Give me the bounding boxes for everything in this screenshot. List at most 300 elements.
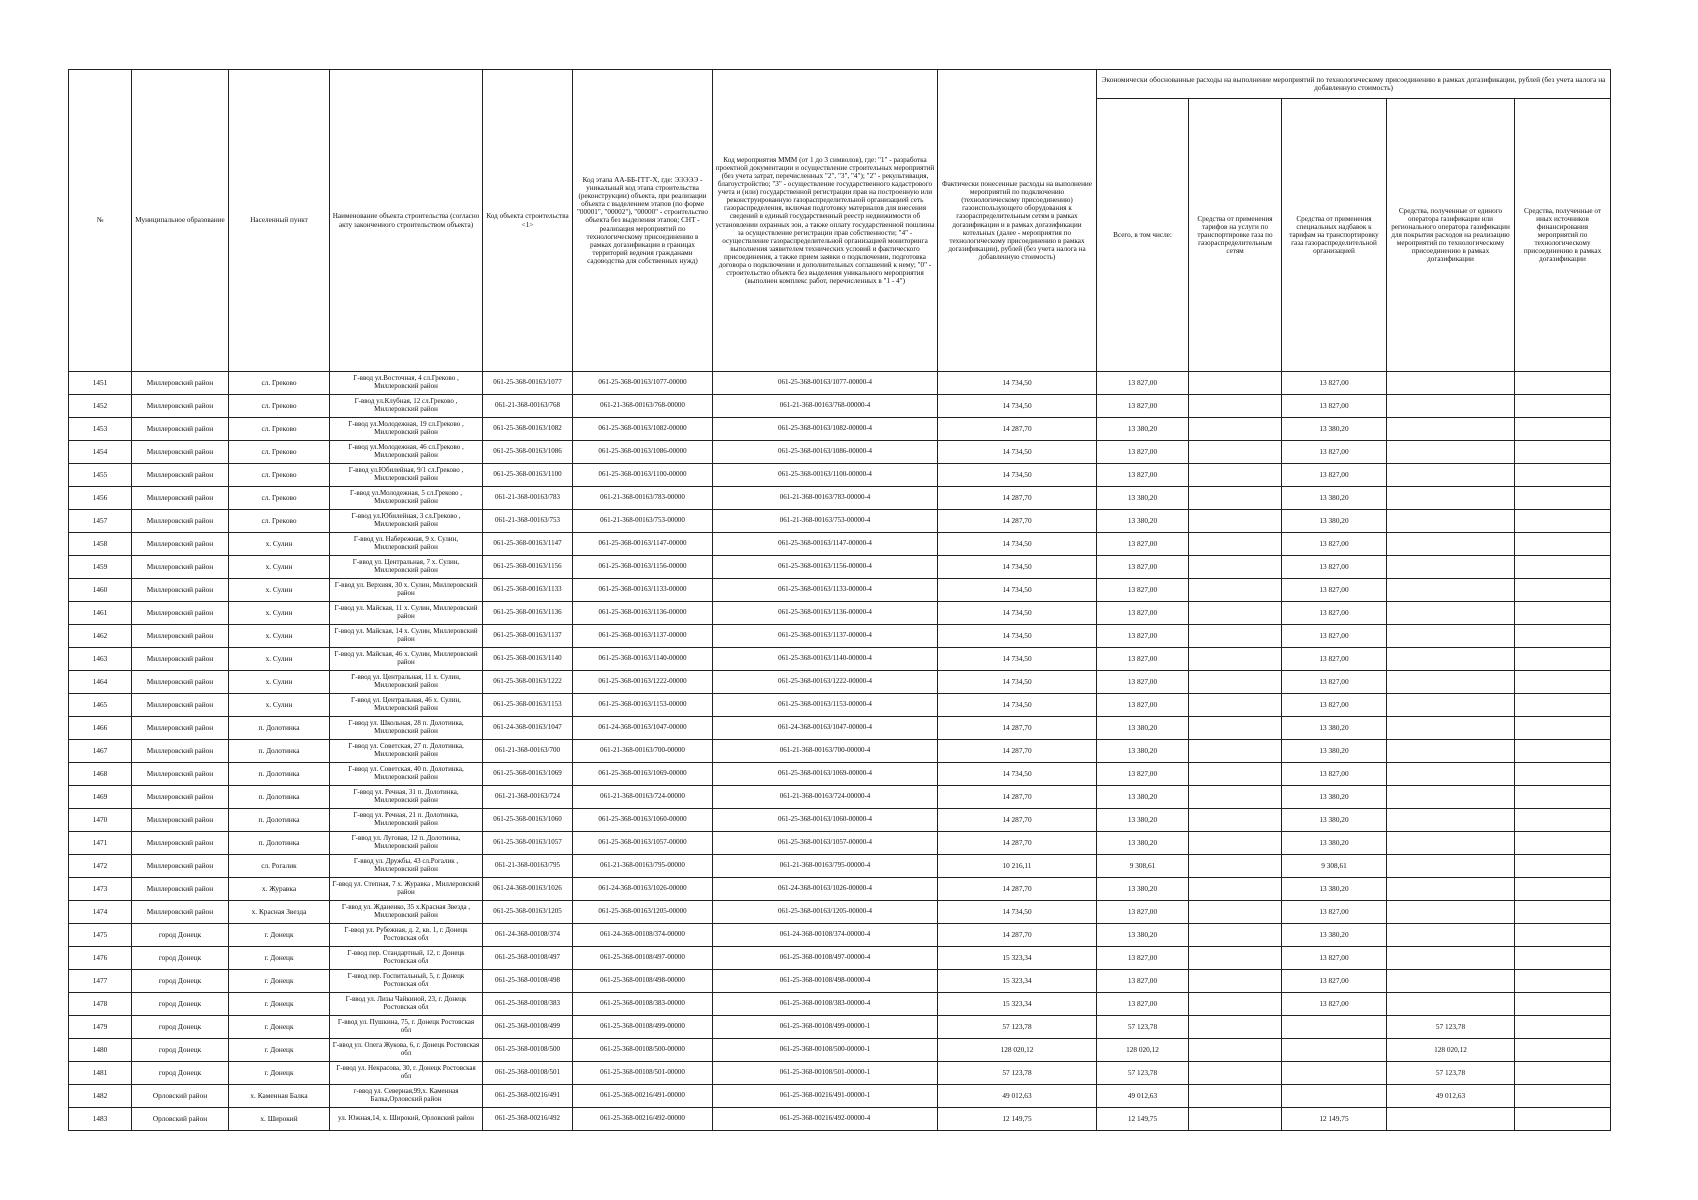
cell-other-sources: [1515, 372, 1611, 395]
cell-object-name: Г-ввод пер. Госпитальный, 5, г. Донецк Ростовская обл: [330, 970, 483, 993]
cell-municipality: Миллеровский район: [132, 372, 229, 395]
cell-tariff-transport: [1189, 1016, 1282, 1039]
cell-settlement: х. Сулин: [229, 671, 330, 694]
cell-settlement: п. Долотинка: [229, 809, 330, 832]
cell-stage-code: 061-25-368-00216/492-00000: [573, 1108, 713, 1131]
cell-single-operator: [1387, 717, 1515, 740]
cell-actual-costs: 14 287,70: [938, 740, 1097, 763]
cell-special-markup: 12 149,75: [1282, 1108, 1387, 1131]
cell-stage-code: 061-25-368-00163/1100-00000: [573, 464, 713, 487]
cell-special-markup: 13 380,20: [1282, 487, 1387, 510]
cell-stage-code: 061-25-368-00108/497-00000: [573, 947, 713, 970]
cell-stage-code: 061-25-368-00163/1205-00000: [573, 901, 713, 924]
cell-municipality: город Донецк: [132, 1062, 229, 1085]
header-stage-code: Код этапа АА-ББ-ГГГ-Х, где: ЭЭЭЭЭ - уникальный код этапа строительства (реконструкции) объекта, при реализации объекта с выделением этапов (по форме "00001", "00002"), "00000" - строительство объекта без выделения этапов; СНТ - реализация мероприятий по технологическому присоединению в рамках догазификации в границах территорий ведения гражданами садоводства для собственных нужд): [573, 70, 713, 372]
cell-stage-code: 061-21-368-00163/700-00000: [573, 740, 713, 763]
cell-event-code: 061-25-368-00163/1137-00000-4: [713, 625, 938, 648]
table-row: [69, 740, 1611, 763]
cell-single-operator: [1387, 441, 1515, 464]
cell-other-sources: [1515, 579, 1611, 602]
cell-single-operator: [1387, 1108, 1515, 1131]
cell-municipality: Миллеровский район: [132, 740, 229, 763]
cell-event-code: 061-25-368-00163/1133-00000-4: [713, 579, 938, 602]
cell-special-markup: 13 827,00: [1282, 372, 1387, 395]
cell-settlement: г. Донецк: [229, 970, 330, 993]
cell-num: 1466: [69, 717, 132, 740]
cell-municipality: Миллеровский район: [132, 395, 229, 418]
cell-municipality: Миллеровский район: [132, 625, 229, 648]
table-row: [69, 671, 1611, 694]
cell-municipality: Миллеровский район: [132, 441, 229, 464]
cell-event-code: 061-25-368-00163/1153-00000-4: [713, 694, 938, 717]
cell-other-sources: [1515, 809, 1611, 832]
cell-stage-code: 061-25-368-00108/500-00000: [573, 1039, 713, 1062]
cell-object-code: 061-25-368-00163/1222: [483, 671, 573, 694]
table-row: [69, 1085, 1611, 1108]
cell-event-code: 061-25-368-00163/1082-00000-4: [713, 418, 938, 441]
cell-actual-costs: 14 734,50: [938, 763, 1097, 786]
cell-stage-code: 061-25-368-00163/1133-00000: [573, 579, 713, 602]
cell-other-sources: [1515, 464, 1611, 487]
cell-event-code: 061-25-368-00163/1100-00000-4: [713, 464, 938, 487]
cell-settlement: х. Сулин: [229, 579, 330, 602]
cell-settlement: сл. Греково: [229, 395, 330, 418]
cell-event-code: 061-21-368-00163/783-00000-4: [713, 487, 938, 510]
cell-tariff-transport: [1189, 855, 1282, 878]
cell-actual-costs: 57 123,78: [938, 1062, 1097, 1085]
cell-object-name: Г-ввод ул. Майская, 46 х. Сулин, Миллеровский район: [330, 648, 483, 671]
cell-object-code: 061-21-368-00163/753: [483, 510, 573, 533]
cell-total: 13 827,00: [1097, 441, 1189, 464]
cell-special-markup: 13 380,20: [1282, 418, 1387, 441]
cell-total: 13 380,20: [1097, 786, 1189, 809]
cell-object-code: 061-25-368-00163/1153: [483, 694, 573, 717]
cell-special-markup: 13 380,20: [1282, 717, 1387, 740]
cell-event-code: 061-25-368-00163/1069-00000-4: [713, 763, 938, 786]
cell-total: 13 380,20: [1097, 487, 1189, 510]
cell-object-name: Г-ввод ул. Некрасова, 30, г. Донецк Ростовская обл: [330, 1062, 483, 1085]
cell-municipality: Миллеровский район: [132, 855, 229, 878]
cell-object-name: ул. Южная,14, х. Широкий, Орловский район: [330, 1108, 483, 1131]
cell-municipality: Миллеровский район: [132, 648, 229, 671]
header-group-justified-costs: Экономически обоснованные расходы на выполнение мероприятий по технологическому присоединению в рамках догазификации, рублей (без учета налога на добавленную стоимость): [1097, 70, 1611, 99]
cell-total: 49 012,63: [1097, 1085, 1189, 1108]
table-row: [69, 533, 1611, 556]
cell-municipality: Миллеровский район: [132, 579, 229, 602]
cell-other-sources: [1515, 441, 1611, 464]
cell-single-operator: [1387, 855, 1515, 878]
cell-actual-costs: 14 287,70: [938, 717, 1097, 740]
cell-actual-costs: 14 734,50: [938, 372, 1097, 395]
cell-event-code: 061-25-368-00163/1156-00000-4: [713, 556, 938, 579]
cell-stage-code: 061-21-368-00163/795-00000: [573, 855, 713, 878]
cell-object-name: Г-ввод пер. Стандартный, 12, г. Донецк Ростовская обл: [330, 947, 483, 970]
cell-stage-code: 061-21-368-00163/768-00000: [573, 395, 713, 418]
cell-special-markup: 13 827,00: [1282, 395, 1387, 418]
cell-special-markup: 13 827,00: [1282, 671, 1387, 694]
cell-tariff-transport: [1189, 648, 1282, 671]
cell-single-operator: [1387, 763, 1515, 786]
cell-num: 1471: [69, 832, 132, 855]
table-row: [69, 487, 1611, 510]
cell-num: 1472: [69, 855, 132, 878]
cell-special-markup: 13 827,00: [1282, 579, 1387, 602]
table-body: [69, 372, 1611, 1131]
cell-tariff-transport: [1189, 487, 1282, 510]
cell-actual-costs: 49 012,63: [938, 1085, 1097, 1108]
cell-object-code: 061-21-368-00163/795: [483, 855, 573, 878]
cell-single-operator: [1387, 602, 1515, 625]
cell-event-code: 061-21-368-00163/724-00000-4: [713, 786, 938, 809]
cell-tariff-transport: [1189, 924, 1282, 947]
table-row: [69, 993, 1611, 1016]
cell-other-sources: [1515, 878, 1611, 901]
table-row: [69, 717, 1611, 740]
cell-single-operator: [1387, 464, 1515, 487]
cell-total: 13 380,20: [1097, 717, 1189, 740]
cell-num: 1480: [69, 1039, 132, 1062]
cell-object-name: Г-ввод ул. Майская, 14 х. Сулин, Миллеровский район: [330, 625, 483, 648]
cell-special-markup: [1282, 1016, 1387, 1039]
cell-municipality: город Донецк: [132, 947, 229, 970]
table-row: [69, 372, 1611, 395]
cell-object-code: 061-25-368-00108/500: [483, 1039, 573, 1062]
table-row: [69, 786, 1611, 809]
cell-event-code: 061-25-368-00163/1086-00000-4: [713, 441, 938, 464]
cell-municipality: Миллеровский район: [132, 487, 229, 510]
cell-stage-code: 061-25-368-00163/1156-00000: [573, 556, 713, 579]
cell-event-code: 061-25-368-00108/501-00000-1: [713, 1062, 938, 1085]
cell-other-sources: [1515, 1039, 1611, 1062]
cell-special-markup: 13 380,20: [1282, 809, 1387, 832]
cell-single-operator: [1387, 901, 1515, 924]
cell-event-code: 061-25-368-00216/492-00000-4: [713, 1108, 938, 1131]
cell-event-code: 061-21-368-00163/768-00000-4: [713, 395, 938, 418]
header-object-code: Код объекта строительства <1>: [483, 70, 573, 372]
header-num: №: [69, 70, 132, 372]
cell-actual-costs: 10 216,11: [938, 855, 1097, 878]
cell-stage-code: 061-25-368-00163/1077-00000: [573, 372, 713, 395]
cell-actual-costs: 14 287,70: [938, 878, 1097, 901]
cell-settlement: г. Донецк: [229, 1039, 330, 1062]
cell-special-markup: 13 827,00: [1282, 533, 1387, 556]
cell-municipality: Орловский район: [132, 1085, 229, 1108]
cell-object-name: Г-ввод ул. Луговая, 12 п. Долотинка, Миллеровский район: [330, 832, 483, 855]
cell-single-operator: [1387, 694, 1515, 717]
cell-tariff-transport: [1189, 1085, 1282, 1108]
cell-other-sources: [1515, 901, 1611, 924]
table-row: [69, 464, 1611, 487]
cell-stage-code: 061-25-368-00108/383-00000: [573, 993, 713, 1016]
cell-single-operator: [1387, 786, 1515, 809]
cell-special-markup: 13 827,00: [1282, 763, 1387, 786]
cell-other-sources: [1515, 1062, 1611, 1085]
table-header: [69, 70, 1611, 372]
cell-total: 13 380,20: [1097, 878, 1189, 901]
cell-other-sources: [1515, 924, 1611, 947]
cell-num: 1460: [69, 579, 132, 602]
table-row: [69, 763, 1611, 786]
cell-total: 13 827,00: [1097, 947, 1189, 970]
table-row: [69, 1039, 1611, 1062]
cell-special-markup: 13 827,00: [1282, 694, 1387, 717]
cell-municipality: Миллеровский район: [132, 533, 229, 556]
cell-settlement: х. Сулин: [229, 648, 330, 671]
table-row: [69, 579, 1611, 602]
cell-actual-costs: 14 734,50: [938, 556, 1097, 579]
cell-single-operator: [1387, 878, 1515, 901]
cell-num: 1475: [69, 924, 132, 947]
cell-special-markup: 13 827,00: [1282, 993, 1387, 1016]
cell-num: 1470: [69, 809, 132, 832]
cell-single-operator: [1387, 395, 1515, 418]
cell-object-code: 061-25-368-00163/1069: [483, 763, 573, 786]
header-total: Всего, в том числе:: [1097, 99, 1189, 372]
cell-municipality: Миллеровский район: [132, 556, 229, 579]
cell-num: 1481: [69, 1062, 132, 1085]
cell-object-code: 061-25-368-00108/498: [483, 970, 573, 993]
cell-single-operator: [1387, 947, 1515, 970]
cell-object-code: 061-25-368-00163/1156: [483, 556, 573, 579]
cell-object-code: 061-25-368-00108/497: [483, 947, 573, 970]
cell-special-markup: [1282, 1039, 1387, 1062]
cell-special-markup: 13 827,00: [1282, 602, 1387, 625]
cell-single-operator: 128 020,12: [1387, 1039, 1515, 1062]
cell-stage-code: 061-21-368-00163/724-00000: [573, 786, 713, 809]
cell-tariff-transport: [1189, 579, 1282, 602]
cell-stage-code: 061-25-368-00108/499-00000: [573, 1016, 713, 1039]
cell-single-operator: 57 123,78: [1387, 1016, 1515, 1039]
cell-object-name: Г-ввод ул. Набережная, 9 х. Сулин, Миллеровский район: [330, 533, 483, 556]
cell-event-code: 061-25-368-00216/491-00000-1: [713, 1085, 938, 1108]
table-row: [69, 510, 1611, 533]
cell-object-name: Г-ввод ул. Дружбы, 43 сл.Рогалик , Миллеровский район: [330, 855, 483, 878]
cell-object-code: 061-25-368-00108/501: [483, 1062, 573, 1085]
cell-tariff-transport: [1189, 418, 1282, 441]
cell-other-sources: [1515, 763, 1611, 786]
cell-stage-code: 061-25-368-00163/1060-00000: [573, 809, 713, 832]
cell-object-code: 061-25-368-00163/1086: [483, 441, 573, 464]
cell-municipality: Миллеровский район: [132, 901, 229, 924]
cell-total: 13 380,20: [1097, 418, 1189, 441]
cell-stage-code: 061-24-368-00163/1047-00000: [573, 717, 713, 740]
table-row: [69, 441, 1611, 464]
cell-settlement: сл. Греково: [229, 464, 330, 487]
cell-other-sources: [1515, 1016, 1611, 1039]
cell-total: 13 380,20: [1097, 510, 1189, 533]
cell-object-code: 061-25-368-00163/1205: [483, 901, 573, 924]
cell-settlement: х. Сулин: [229, 625, 330, 648]
cell-stage-code: 061-25-368-00216/491-00000: [573, 1085, 713, 1108]
cell-num: 1453: [69, 418, 132, 441]
cell-settlement: сл. Греково: [229, 418, 330, 441]
cell-tariff-transport: [1189, 878, 1282, 901]
header-actual-costs: Фактически понесенные расходы на выполнение мероприятий по подключению (технологическому присоединению) газоиспользующего оборудования к газораспределительным сетям в рамках догазификации и в рамках догазификации котельных (далее - мероприятия по технологическому присоединению в рамках догазификации), рублей (без учета налога на добавленную стоимость): [938, 70, 1097, 372]
cell-other-sources: [1515, 648, 1611, 671]
cell-total: 13 827,00: [1097, 395, 1189, 418]
cell-settlement: х. Сулин: [229, 533, 330, 556]
cell-num: 1455: [69, 464, 132, 487]
cell-tariff-transport: [1189, 786, 1282, 809]
cell-object-code: 061-24-368-00163/1047: [483, 717, 573, 740]
cell-actual-costs: 14 287,70: [938, 832, 1097, 855]
cell-event-code: 061-25-368-00108/499-00000-1: [713, 1016, 938, 1039]
cell-event-code: 061-24-368-00108/374-00000-4: [713, 924, 938, 947]
cell-stage-code: 061-25-368-00163/1057-00000: [573, 832, 713, 855]
cell-event-code: 061-25-368-00163/1205-00000-4: [713, 901, 938, 924]
cell-total: 13 380,20: [1097, 832, 1189, 855]
cell-municipality: Миллеровский район: [132, 510, 229, 533]
cell-object-code: 061-21-368-00163/700: [483, 740, 573, 763]
cell-single-operator: [1387, 556, 1515, 579]
cell-num: 1483: [69, 1108, 132, 1131]
cell-single-operator: [1387, 533, 1515, 556]
cell-object-code: 061-24-368-00163/1026: [483, 878, 573, 901]
cell-other-sources: [1515, 533, 1611, 556]
cell-actual-costs: 14 734,50: [938, 901, 1097, 924]
cell-special-markup: 13 380,20: [1282, 924, 1387, 947]
cell-num: 1468: [69, 763, 132, 786]
cell-municipality: город Донецк: [132, 970, 229, 993]
cell-event-code: 061-25-368-00163/1136-00000-4: [713, 602, 938, 625]
cell-municipality: город Донецк: [132, 993, 229, 1016]
table-row: [69, 1062, 1611, 1085]
cell-stage-code: 061-25-368-00163/1082-00000: [573, 418, 713, 441]
cell-special-markup: [1282, 1085, 1387, 1108]
cell-single-operator: [1387, 579, 1515, 602]
cell-total: 13 827,00: [1097, 556, 1189, 579]
cell-other-sources: [1515, 1108, 1611, 1131]
cell-event-code: 061-25-368-00108/498-00000-4: [713, 970, 938, 993]
cell-other-sources: [1515, 740, 1611, 763]
cell-other-sources: [1515, 395, 1611, 418]
cell-object-code: 061-25-368-00163/1057: [483, 832, 573, 855]
table-row: [69, 556, 1611, 579]
table-row: [69, 602, 1611, 625]
cell-special-markup: [1282, 1062, 1387, 1085]
cell-object-name: Г-ввод ул.Юбилейная, 3 сл.Греково , Миллеровский район: [330, 510, 483, 533]
cell-object-code: 061-25-368-00163/1082: [483, 418, 573, 441]
cell-total: 13 827,00: [1097, 372, 1189, 395]
cell-tariff-transport: [1189, 372, 1282, 395]
cell-stage-code: 061-24-368-00163/1026-00000: [573, 878, 713, 901]
cell-object-name: Г-ввод ул. Центральная, 7 х. Сулин, Миллеровский район: [330, 556, 483, 579]
cell-tariff-transport: [1189, 1039, 1282, 1062]
cell-object-name: Г-ввод ул.Восточная, 4 сл.Греково , Миллеровский район: [330, 372, 483, 395]
cell-municipality: Миллеровский район: [132, 717, 229, 740]
cell-tariff-transport: [1189, 832, 1282, 855]
cell-stage-code: 061-25-368-00163/1222-00000: [573, 671, 713, 694]
cell-actual-costs: 14 287,70: [938, 786, 1097, 809]
cell-total: 13 827,00: [1097, 602, 1189, 625]
cell-municipality: Миллеровский район: [132, 786, 229, 809]
cell-municipality: Орловский район: [132, 1108, 229, 1131]
cell-single-operator: [1387, 625, 1515, 648]
cell-event-code: 061-25-368-00163/1147-00000-4: [713, 533, 938, 556]
cell-municipality: Миллеровский район: [132, 763, 229, 786]
cell-tariff-transport: [1189, 533, 1282, 556]
cell-tariff-transport: [1189, 993, 1282, 1016]
cell-tariff-transport: [1189, 1062, 1282, 1085]
cell-actual-costs: 14 734,50: [938, 533, 1097, 556]
cell-object-code: 061-25-368-00163/1077: [483, 372, 573, 395]
cell-object-code: 061-24-368-00108/374: [483, 924, 573, 947]
cell-num: 1465: [69, 694, 132, 717]
cell-special-markup: 13 827,00: [1282, 648, 1387, 671]
cell-object-name: Г-ввод ул. Центральная, 11 х. Сулин, Миллеровский район: [330, 671, 483, 694]
cell-total: 13 827,00: [1097, 671, 1189, 694]
cell-tariff-transport: [1189, 763, 1282, 786]
table-row: [69, 832, 1611, 855]
cell-single-operator: [1387, 740, 1515, 763]
cell-num: 1477: [69, 970, 132, 993]
cell-municipality: Миллеровский район: [132, 878, 229, 901]
cell-other-sources: [1515, 970, 1611, 993]
cell-stage-code: 061-25-368-00163/1147-00000: [573, 533, 713, 556]
table-row: [69, 625, 1611, 648]
cell-municipality: Миллеровский район: [132, 418, 229, 441]
cell-total: 128 020,12: [1097, 1039, 1189, 1062]
cell-special-markup: 13 827,00: [1282, 970, 1387, 993]
cell-num: 1478: [69, 993, 132, 1016]
cell-stage-code: 061-24-368-00108/374-00000: [573, 924, 713, 947]
cell-total: 13 827,00: [1097, 993, 1189, 1016]
cell-object-name: Г-ввод ул. Майская, 11 х. Сулин, Миллеровский район: [330, 602, 483, 625]
cell-total: 13 380,20: [1097, 809, 1189, 832]
cell-single-operator: [1387, 809, 1515, 832]
cell-tariff-transport: [1189, 395, 1282, 418]
header-other-sources: Средства, полученные от иных источников финансирования мероприятий по технологическому присоединению в рамках догазификации: [1515, 99, 1611, 372]
cell-event-code: 061-21-368-00163/795-00000-4: [713, 855, 938, 878]
cell-object-code: 061-25-368-00163/1137: [483, 625, 573, 648]
cell-municipality: Миллеровский район: [132, 602, 229, 625]
cell-event-code: 061-21-368-00163/700-00000-4: [713, 740, 938, 763]
cell-settlement: п. Долотинка: [229, 786, 330, 809]
cell-stage-code: 061-25-368-00163/1136-00000: [573, 602, 713, 625]
cell-actual-costs: 14 287,70: [938, 809, 1097, 832]
cell-other-sources: [1515, 717, 1611, 740]
cell-total: 12 149,75: [1097, 1108, 1189, 1131]
cell-municipality: город Донецк: [132, 924, 229, 947]
cell-tariff-transport: [1189, 740, 1282, 763]
cell-num: 1464: [69, 671, 132, 694]
cell-tariff-transport: [1189, 947, 1282, 970]
cell-total: 13 827,00: [1097, 625, 1189, 648]
cell-tariff-transport: [1189, 602, 1282, 625]
cell-num: 1456: [69, 487, 132, 510]
cell-single-operator: 57 123,78: [1387, 1062, 1515, 1085]
table-row: [69, 947, 1611, 970]
cell-settlement: х. Сулин: [229, 602, 330, 625]
cell-object-name: Г-ввод ул. Речная, 31 п. Долотинка, Миллеровский район: [330, 786, 483, 809]
cell-tariff-transport: [1189, 694, 1282, 717]
cell-single-operator: [1387, 671, 1515, 694]
cell-tariff-transport: [1189, 441, 1282, 464]
cell-num: 1479: [69, 1016, 132, 1039]
cell-object-code: 061-25-368-00163/1133: [483, 579, 573, 602]
table-row: [69, 395, 1611, 418]
cell-stage-code: 061-25-368-00108/498-00000: [573, 970, 713, 993]
cell-tariff-transport: [1189, 809, 1282, 832]
table-row: [69, 970, 1611, 993]
cell-stage-code: 061-25-368-00108/501-00000: [573, 1062, 713, 1085]
cell-other-sources: [1515, 556, 1611, 579]
cell-actual-costs: 15 323,34: [938, 970, 1097, 993]
cell-tariff-transport: [1189, 1108, 1282, 1131]
cell-single-operator: [1387, 993, 1515, 1016]
cell-single-operator: [1387, 924, 1515, 947]
header-special-markup: Средства от применения специальных надбавок к тарифам на транспортировку газа газораспределительной организацией: [1282, 99, 1387, 372]
